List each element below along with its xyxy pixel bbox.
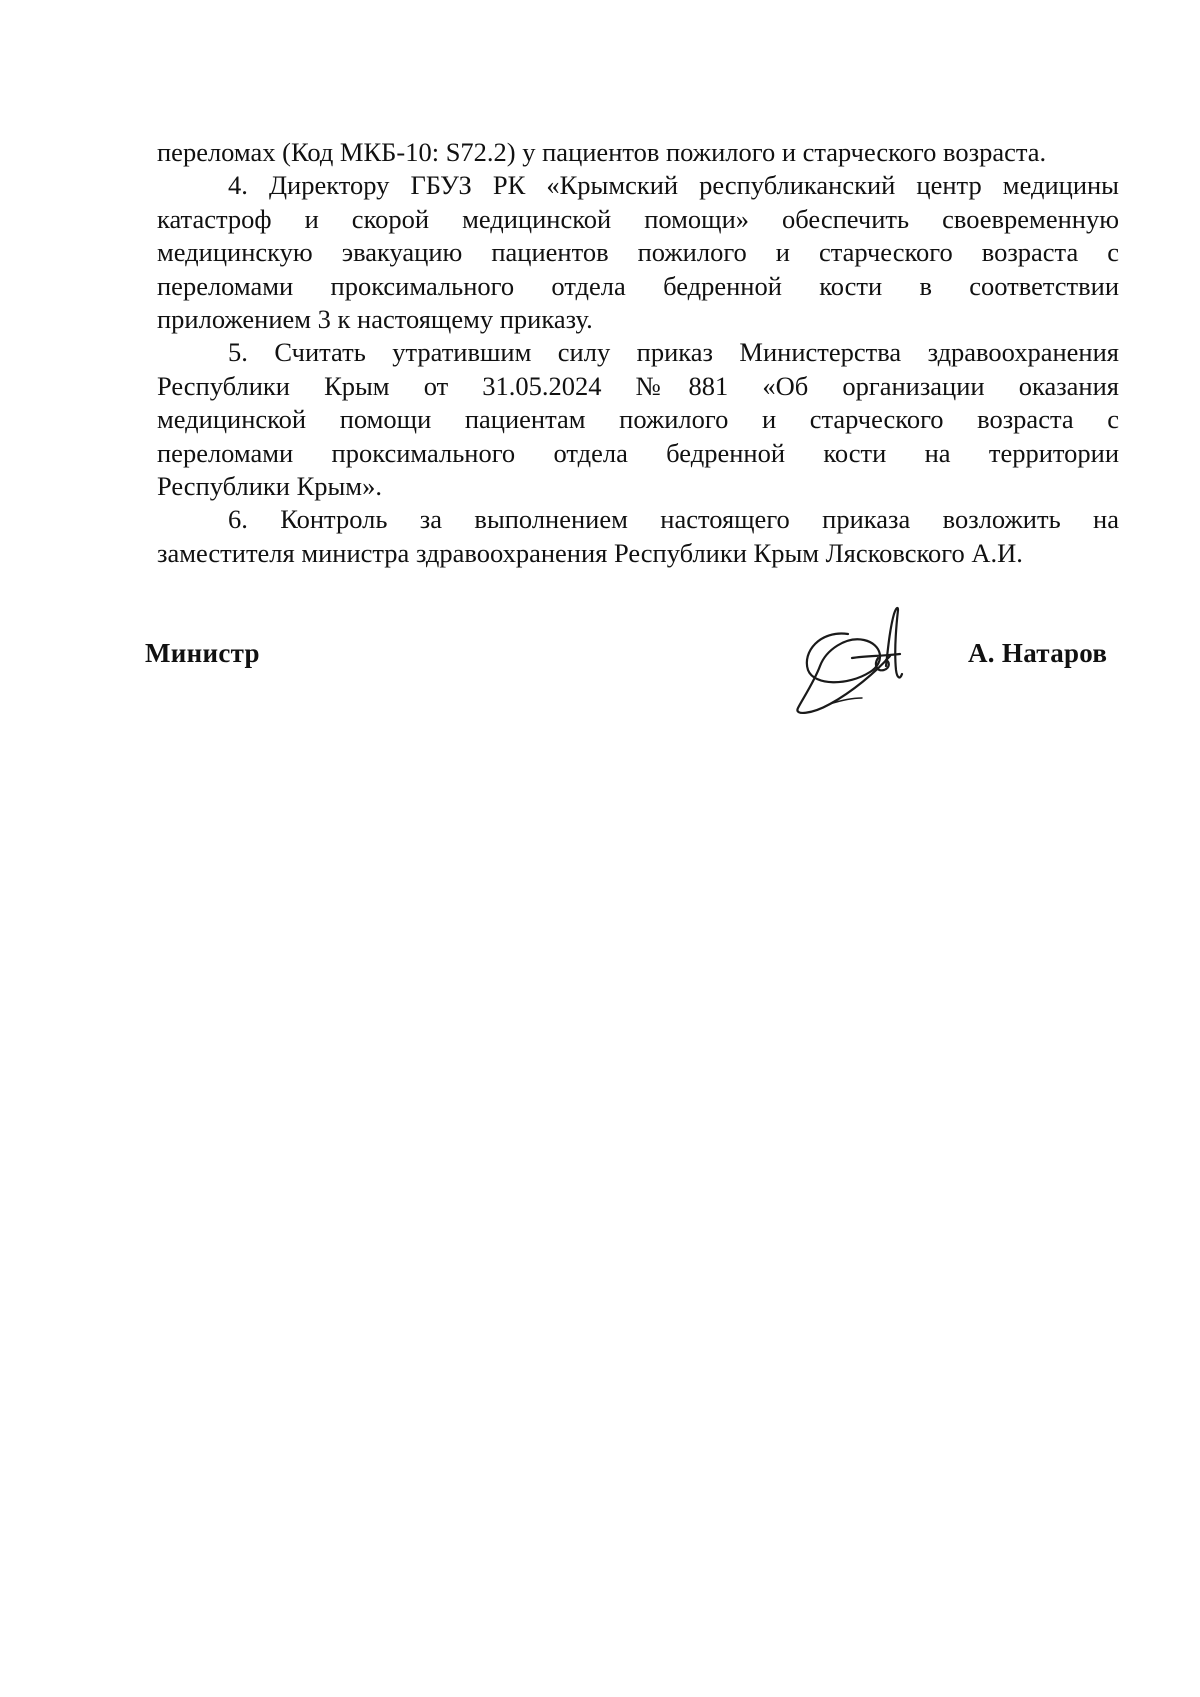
- text-line: медицинскую эвакуацию пациентов пожилого и старческого возраста с: [157, 237, 1119, 268]
- text-line: переломами проксимального отдела бедренной кости на территории: [157, 437, 1119, 468]
- handwritten-signature-icon: [790, 600, 920, 720]
- text-line: заместителя министра здравоохранения Республики Крым Лясковского А.И.: [157, 537, 1023, 568]
- text-line: катастроф и скорой медицинской помощи» обеспечить своевременную: [157, 203, 1119, 234]
- text-line: переломах (Код МКБ-10: S72.2) у пациентов пожилого и старческого возраста.: [157, 137, 1047, 167]
- text-line: 5. Считать утратившим силу приказ Министерства здравоохранения: [228, 337, 1119, 368]
- text-line: приложением 3 к настоящему приказу.: [157, 304, 593, 335]
- text-line: Республики Крым от 31.05.2024 №881 «Об организации оказания: [157, 370, 1119, 401]
- signer-position: Министр: [145, 638, 260, 668]
- text-line: переломами проксимального отдела бедренной кости в соответствии: [157, 270, 1119, 301]
- text-line: 6. Контроль за выполнением настоящего приказа возложить на: [228, 504, 1119, 535]
- text-line: медицинской помощи пациентам пожилого и старческого возраста с: [157, 404, 1119, 435]
- signature-block: [0, 0, 1200, 760]
- text-line: 4. Директору ГБУЗ РК «Крымский республиканский центр медицины: [228, 170, 1119, 201]
- signer-name: А. Натаров: [968, 638, 1108, 668]
- text-line: Республики Крым».: [157, 471, 382, 502]
